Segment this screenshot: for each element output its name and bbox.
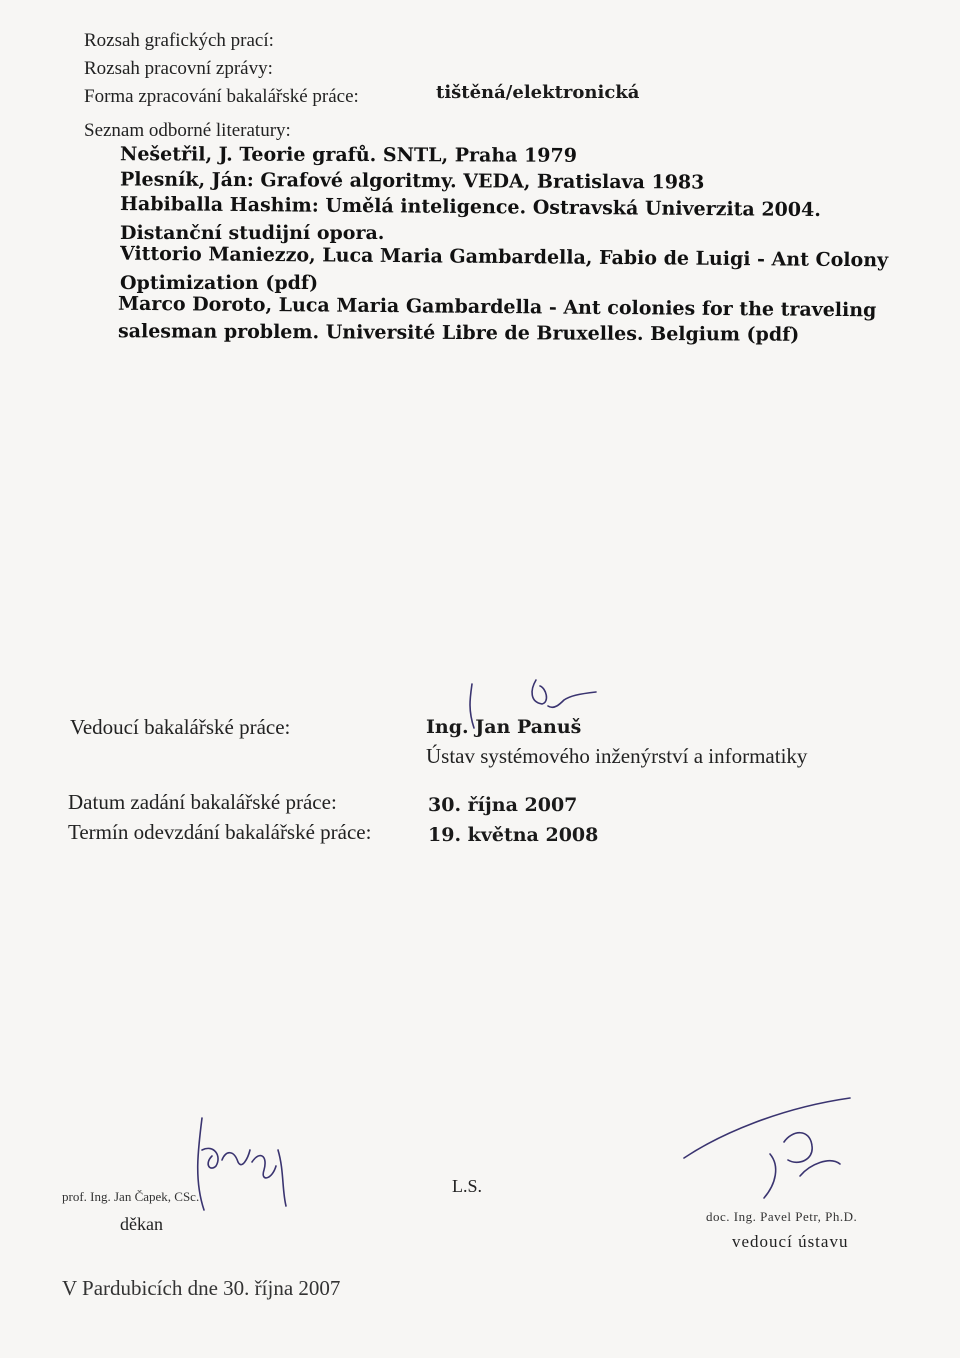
literature-line: Plesník, Ján: Grafové algoritmy. VEDA, Bratislava 1983 [119,168,705,194]
dean-role: děkan [120,1214,163,1234]
literature-line: Vittorio Maniezzo, Luca Maria Gambardella, Fabio de Luigi - Ant Colony [119,242,889,272]
literature-line: Habiballa Hashim: Umělá inteligence. Ostravská Univerzita 2004. [119,192,821,222]
due-date-value: 19. května 2008 [428,824,599,846]
assigned-date-value: 30. října 2007 [428,794,578,816]
supervisor-name: Ing. Jan Panuš [426,716,582,738]
supervisor-institute: Ústav systémového inženýrství a informatiky [426,744,808,768]
form-value: tištěná/elektronická [436,82,640,103]
place-date: V Pardubicích dne 30. října 2007 [62,1276,341,1300]
seal-label: L.S. [452,1176,483,1196]
due-date-label: Termín odevzdání bakalářské práce: [68,820,372,844]
graphic-scope-label: Rozsah grafických prací: [84,30,274,51]
form-label: Forma zpracování bakalářské práce: [84,86,359,107]
literature-line: Nešetřil, J. Teorie grafů. SNTL, Praha 1979 [119,143,578,167]
literature-line: salesman problem. Université Libre de Bruxelles. Belgium (pdf) [117,320,800,346]
literature-heading: Seznam odborné literatury: [84,120,291,141]
literature-line: Optimization (pdf) [120,272,319,294]
dean-name: prof. Ing. Jan Čapek, CSc. [62,1189,200,1204]
assigned-date-label: Datum zadání bakalářské práce: [68,790,337,814]
literature-line: Marco Doroto, Luca Maria Gambardella - Ant colonies for the traveling [117,292,877,322]
supervisor-signature [450,676,590,736]
head-name: doc. Ing. Pavel Petr, Ph.D. [706,1209,858,1224]
literature-line: Distanční studijní opora. [120,222,385,244]
head-role: vedoucí ústavu [732,1232,849,1251]
supervisor-label: Vedoucí bakalářské práce: [70,715,291,739]
head-signature [680,1094,880,1204]
report-scope-label: Rozsah pracovní zprávy: [84,58,273,79]
